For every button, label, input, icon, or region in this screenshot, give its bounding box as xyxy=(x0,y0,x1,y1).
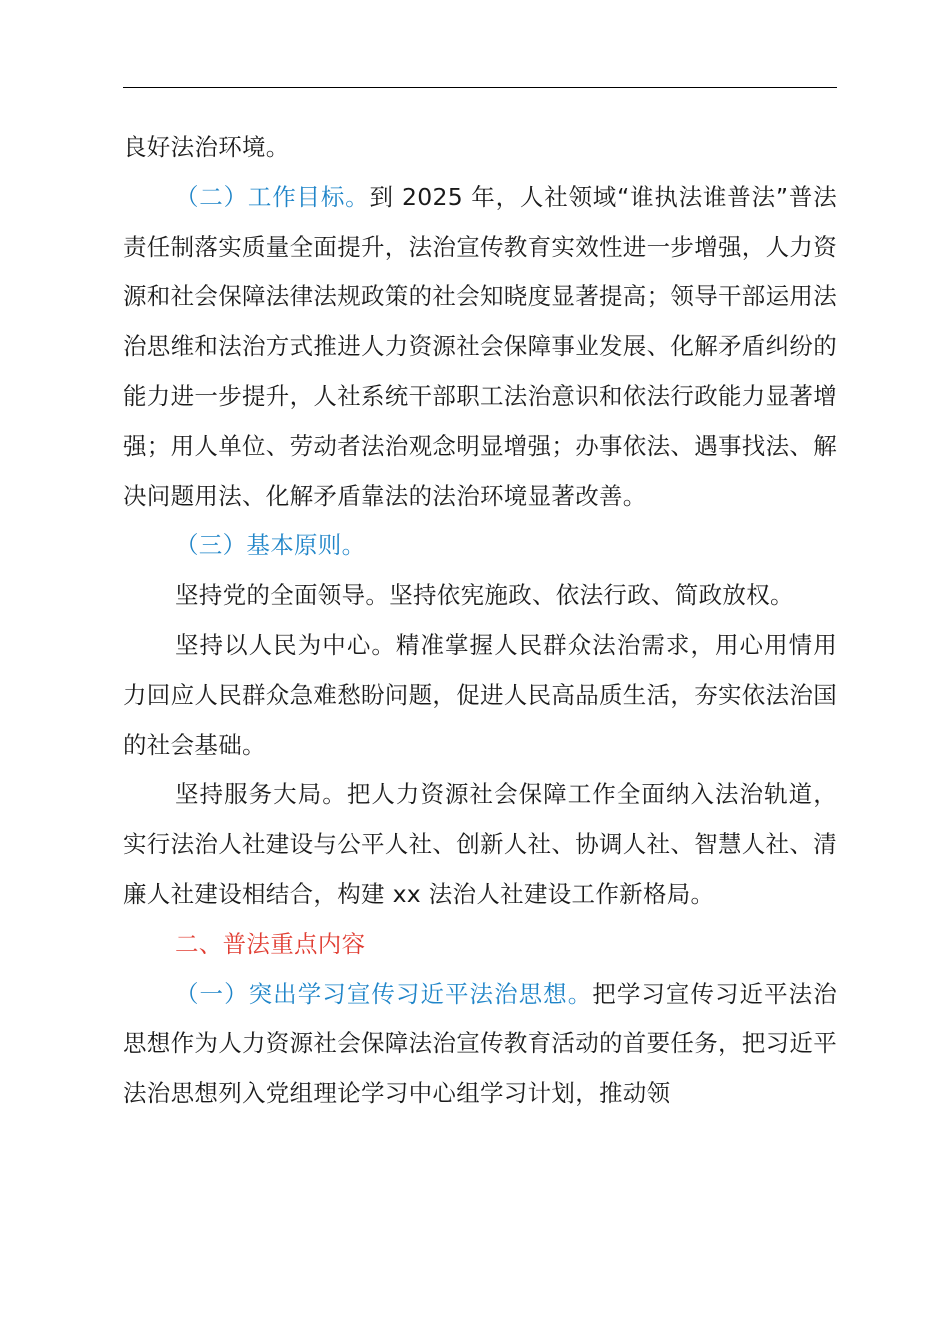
paragraph-xi-thought: （一）突出学习宣传习近平法治思想。把学习宣传习近平法治思想作为人力资源社会保障法治宣传教育活动的首要任务，把习近平法治思想列入党组理论学习中心组学习计划，推动领 xyxy=(123,979,837,1108)
paragraph-principle-overall: 坚持服务大局。把人力资源社会保障工作全面纳入法治轨道，实行法治人社建设与公平人社、创新人社、协调人社、智慧人社、清廉人社建设相结合，构建 xx 法治人社建设工作新格局。 xyxy=(123,780,837,908)
paragraph-principle-party: 坚持党的全面领导。坚持依宪施政、依法行政、简政放权。 xyxy=(175,581,794,610)
subheading-xi-thought: （一）突出学习宣传习近平法治思想。 xyxy=(175,979,593,1008)
subheading-work-goal: （二）工作目标。 xyxy=(175,182,370,211)
paragraph-continuation: 良好法治环境。 xyxy=(123,133,290,161)
paragraph-work-goal: （二）工作目标。到 2025 年，人社领域“谁执法谁普法”普法责任制落实质量全面提升，法治宣传教育实效性进一步增强，人力资源和社会保障法律法规政策的社会知晓度显著提高；领导干部运用法治思维和法治方式推进人力资源社会保障事业发展、化解矛盾纠纷的能力进一步提升，人社系统干部职工法治意识和依法行政能力显著增强；用人单位、劳动者法治观念明显增强；办事依法、遇事找法、解决问题用法、化解矛盾靠法的法治环境显著改善。 xyxy=(123,182,837,510)
section-heading-key-content: 二、普法重点内容 xyxy=(175,929,366,958)
header-rule xyxy=(123,87,837,88)
paragraph-principle-people: 坚持以人民为中心。精准掌握人民群众法治需求，用心用情用力回应人民群众急难愁盼问题，促进人民高品质生活，夯实依法治国的社会基础。 xyxy=(123,630,837,759)
document-body xyxy=(123,123,837,1119)
subheading-basic-principles: （三）基本原则。 xyxy=(175,531,366,560)
paragraph-basic-principles xyxy=(123,521,837,571)
